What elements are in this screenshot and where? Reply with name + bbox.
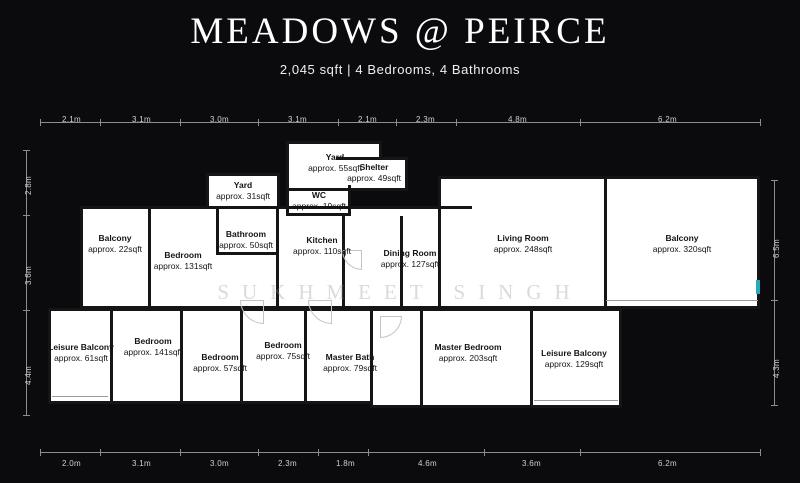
room-block-lower-right (370, 310, 620, 406)
wall (52, 396, 108, 397)
room-area: approx. 248sqft (493, 244, 553, 254)
wall (148, 206, 151, 308)
room-area: approx. 61sqft (54, 353, 108, 363)
wall (336, 157, 408, 160)
wall (276, 206, 279, 308)
wall (206, 173, 209, 209)
dim-left-0: 2.8m (24, 176, 33, 195)
room-area: approx. 19sqft (292, 201, 346, 211)
wall (180, 308, 183, 402)
wall (240, 308, 243, 402)
wall (216, 252, 278, 255)
dim-top-3: 3.1m (288, 115, 307, 124)
room-name: Dining Room (383, 248, 437, 258)
dim-top-2: 3.0m (210, 115, 229, 124)
room-name: Yard (233, 180, 253, 190)
room-name: Kitchen (306, 235, 338, 245)
room-name: Living Room (497, 233, 549, 243)
location-marker[interactable] (756, 280, 760, 294)
room-name: Bedroom (134, 336, 172, 346)
dim-right-1: 4.3m (772, 359, 781, 378)
room-area: approx. 31sqft (216, 191, 270, 201)
page-title: MEADOWS @ PEIRCE (190, 11, 610, 52)
wall (216, 206, 219, 254)
dim-left-2: 4.4m (24, 366, 33, 385)
page-subtitle: 2,045 sqft | 4 Bedrooms, 4 Bathrooms (279, 62, 521, 77)
wall (606, 300, 758, 301)
watermark: SUKHMEET SINGH (217, 280, 583, 304)
wall (420, 308, 423, 405)
wall (286, 141, 382, 144)
dim-top-1: 3.1m (132, 115, 151, 124)
room-name: Bedroom (264, 340, 302, 350)
wall (48, 308, 51, 404)
wall (286, 141, 289, 191)
floorplan-drawing (40, 130, 760, 420)
room-area: approx. 320sqft (652, 244, 712, 254)
room-block-yard-left (208, 175, 278, 207)
room-area: approx. 49sqft (347, 173, 401, 183)
room-area: approx. 141sqft (123, 347, 183, 357)
room-area: approx. 55sqft (308, 163, 362, 173)
dim-bottom-1: 3.1m (132, 459, 151, 468)
wall (286, 185, 289, 215)
wall (286, 188, 408, 191)
dim-bottom-4: 1.8m (336, 459, 355, 468)
room-name: Bathroom (225, 229, 267, 239)
wall (370, 405, 622, 408)
dim-top-0: 2.1m (62, 115, 81, 124)
room-block-balcony-right (606, 178, 758, 306)
room-area: approx. 57sqft (193, 363, 247, 373)
room-name: Bedroom (201, 352, 239, 362)
room-name: Bedroom (164, 250, 202, 260)
wall (342, 216, 345, 308)
room-name: WC (311, 190, 327, 200)
wall (348, 185, 351, 215)
wall (80, 206, 83, 308)
wall (438, 176, 760, 179)
dim-bottom-7: 6.2m (658, 459, 677, 468)
wall (604, 176, 607, 308)
room-area: approx. 22sqft (88, 244, 142, 254)
room-area: approx. 50sqft (219, 240, 273, 250)
wall (534, 400, 618, 401)
dim-left-1: 3.6m (24, 266, 33, 285)
room-name: Balcony (665, 233, 699, 243)
dim-top-4: 2.1m (358, 115, 377, 124)
dim-bottom-3: 2.3m (278, 459, 297, 468)
room-name: Master Bath (325, 352, 375, 362)
wall (48, 308, 622, 311)
wall (48, 401, 373, 404)
room-name: Balcony (98, 233, 132, 243)
wall (206, 173, 280, 176)
wall (530, 308, 533, 405)
wall (400, 216, 403, 308)
dim-top-6: 4.8m (508, 115, 527, 124)
room-block-living (440, 178, 620, 306)
dim-bottom-0: 2.0m (62, 459, 81, 468)
room-area: approx. 203sqft (438, 353, 498, 363)
dim-bottom-6: 3.6m (522, 459, 541, 468)
wall (304, 308, 307, 402)
dim-bottom-5: 4.6m (418, 459, 437, 468)
room-area: approx. 131sqft (153, 261, 213, 271)
wall (619, 308, 622, 408)
dim-top-7: 6.2m (658, 115, 677, 124)
wall (110, 308, 113, 402)
dim-right-0: 6.5m (772, 239, 781, 258)
room-area: approx. 129sqft (544, 359, 604, 369)
room-area: approx. 110sqft (293, 246, 351, 256)
room-area: approx. 79sqft (323, 363, 377, 373)
wall (405, 157, 408, 191)
room-name: Yard (325, 152, 345, 162)
wall (277, 173, 280, 209)
wall (438, 176, 441, 308)
room-area: approx. 127sqft (380, 259, 440, 269)
wall (370, 308, 373, 408)
dim-top-5: 2.3m (416, 115, 435, 124)
room-name: Master Bedroom (434, 342, 502, 352)
room-name: Leisure Balcony (541, 348, 607, 358)
room-name: Leisure Balcony (48, 342, 114, 352)
room-area: approx. 75sqft (256, 351, 310, 361)
dim-bottom-2: 3.0m (210, 459, 229, 468)
room-name: Shelter (359, 162, 389, 172)
